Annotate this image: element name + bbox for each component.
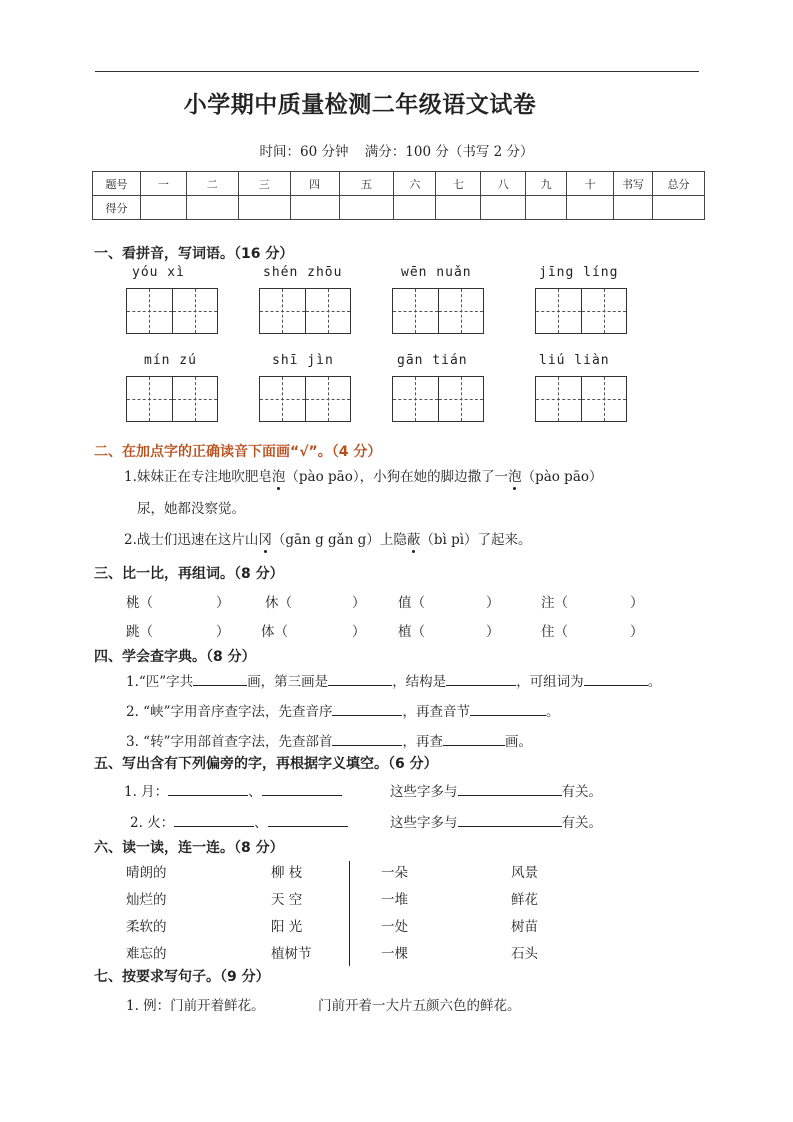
answer-blank[interactable] [446,674,516,686]
grid-cell[interactable] [127,377,172,421]
compare-close: ） [630,624,644,640]
question-text: （pào pāo） [521,469,603,485]
question-text: 1.妹妹正在专注地吹肥皂 [124,469,272,485]
question-text: ，再查 [402,734,443,750]
writing-grid[interactable] [535,376,627,422]
writing-grid[interactable] [259,288,351,334]
score-input-cell[interactable] [652,196,704,220]
grid-cell[interactable] [393,289,438,333]
answer-blank[interactable] [262,784,342,796]
exam-score: 满分：100 分（书写 2 分） [364,144,534,160]
question-text: 画，第三画是 [247,674,329,690]
score-header-cell: 四 [290,172,339,196]
pinyin-label: shī jìn [272,353,334,368]
grid-cell[interactable] [536,289,581,333]
compare-item: 值（ [398,595,425,611]
writing-grid[interactable] [535,288,627,334]
match-item[interactable]: 难忘的 [126,946,167,962]
score-input-cell[interactable] [394,196,436,220]
section-5-heading: 五、写出含有下列偏旁的字，再根据字义填空。（6 分） [94,756,438,772]
page-title: 小学期中质量检测二年级语文试卷 [183,92,537,118]
dotted-char: 蔽 [407,528,421,548]
question-text: 这些字多与 [390,815,458,831]
score-input-cell[interactable] [140,196,186,220]
score-input-cell[interactable] [436,196,481,220]
question-text: （bì pì）了起来。 [420,532,532,548]
compare-item: 住（ [541,624,568,640]
question-2-2 [124,528,532,548]
question-text: 有关。 [561,784,602,800]
grid-cell[interactable] [305,377,350,421]
match-item[interactable]: 一处 [381,919,408,935]
answer-blank[interactable] [193,674,247,686]
answer-blank[interactable] [458,784,562,796]
score-table [92,171,705,220]
compare-close: ） [486,595,500,611]
score-header-cell: 书写 [614,172,653,196]
grid-cell[interactable] [172,289,217,333]
answer-blank[interactable] [268,815,348,827]
question-text: 1.“匹”字共 [126,674,194,690]
question-5-2-tail [390,811,602,831]
grid-cell[interactable] [305,289,350,333]
section-2-heading: 二、在加点字的正确读音下面画“√”。（4 分） [94,444,382,460]
question-text: 1. 月： [124,784,169,800]
question-text: 画。 [504,734,532,750]
compare-close: ） [352,595,366,611]
answer-blank[interactable] [584,674,648,686]
match-item[interactable]: 阳 光 [271,919,303,935]
score-input-cell[interactable] [481,196,526,220]
compare-item: 注（ [541,595,568,611]
grid-cell[interactable] [127,289,172,333]
pinyin-label: liú liàn [539,353,610,368]
answer-blank[interactable] [174,815,254,827]
compare-close: ） [486,624,500,640]
score-header-cell: 题号 [93,172,141,196]
writing-grid[interactable] [392,376,484,422]
question-4-1 [126,670,661,690]
score-input-cell[interactable] [567,196,614,220]
match-item[interactable]: 灿烂的 [126,892,167,908]
score-input-cell[interactable] [614,196,653,220]
separator: 、 [254,815,268,831]
exam-info [0,140,793,160]
answer-blank[interactable] [328,674,392,686]
dotted-char: 泡 [272,465,286,485]
section-6-heading: 六、读一读，连一连。（8 分） [94,840,284,856]
question-text: （pào pāo），小狗在她的脚边撒了一 [285,469,509,485]
question-text: 2. “峡”字用音序查字法，先查音序 [126,704,333,720]
grid-cell[interactable] [393,377,438,421]
answer-blank[interactable] [470,704,546,716]
match-item[interactable]: 石头 [511,946,538,962]
compare-close: ） [630,595,644,611]
section-4-heading: 四、学会查字典。（8 分） [94,649,256,665]
score-input-cell[interactable] [526,196,567,220]
question-text: 2. 火： [130,815,175,831]
match-item[interactable]: 柔软的 [126,919,167,935]
section-3-heading: 三、比一比，再组词。（8 分） [94,566,284,582]
pinyin-label: mín zú [144,353,197,368]
score-input-cell[interactable] [238,196,290,220]
compare-item: 体（ [261,624,288,640]
dotted-char: 泡 [508,465,522,485]
score-header-cell: 六 [394,172,436,196]
score-header-row [93,172,705,196]
grid-cell[interactable] [438,377,483,421]
top-rule [95,71,699,72]
question-text: 这些字多与 [390,784,458,800]
match-item[interactable]: 天 空 [271,892,303,908]
grid-cell[interactable] [260,377,305,421]
grid-cell[interactable] [581,289,626,333]
pinyin-label: wēn nuǎn [401,265,472,280]
question-4-3 [126,730,532,750]
match-item[interactable]: 风景 [511,865,538,881]
answer-blank[interactable] [168,784,248,796]
match-item[interactable]: 一朵 [381,865,408,881]
score-header-cell: 九 [526,172,567,196]
score-header-cell: 一 [140,172,186,196]
pinyin-label: jīng líng [539,265,619,280]
compare-close: ） [216,624,230,640]
grid-cell[interactable] [172,377,217,421]
score-input-cell[interactable] [186,196,238,220]
score-header-cell: 八 [481,172,526,196]
score-value-row [93,196,705,220]
question-4-2 [126,700,559,720]
section-7-heading: 七、按要求写句子。（9 分） [94,969,270,985]
exam-time: 时间：60 分钟 [259,144,349,160]
dotted-char: 冈 [258,528,272,548]
example-sentence: 1. 例：门前开着鲜花。 [126,998,265,1014]
match-item[interactable]: 一堆 [381,892,408,908]
score-header-cell: 七 [436,172,481,196]
pinyin-label: yóu xì [132,265,185,280]
question-text: ，可组词为 [516,674,584,690]
question-5-1 [124,780,342,800]
compare-item: 植（ [398,624,425,640]
compare-close: ） [352,624,366,640]
grid-cell[interactable] [260,289,305,333]
question-text: 。 [647,674,662,690]
match-item[interactable]: 柳 枝 [271,865,303,881]
grid-cell[interactable] [438,289,483,333]
match-item[interactable]: 鲜花 [511,892,538,908]
score-header-cell: 二 [186,172,238,196]
score-row-label: 得分 [93,196,141,220]
question-text: 2.战士们迅速在这片山 [124,532,259,548]
grid-cell[interactable] [581,377,626,421]
grid-cell[interactable] [536,377,581,421]
match-item[interactable]: 植树节 [271,946,312,962]
match-item[interactable]: 一棵 [381,946,408,962]
question-text: 3. “转”字用部首查字法，先查部首 [126,734,333,750]
match-item[interactable]: 树苗 [511,919,538,935]
answer-blank[interactable] [458,815,562,827]
question-5-1-tail [390,780,602,800]
score-input-cell[interactable] [339,196,394,220]
question-text: ，结构是 [392,674,447,690]
match-item[interactable]: 晴朗的 [126,865,167,881]
pinyin-label: gān tián [397,353,468,368]
compare-item: 桃（ [126,595,153,611]
question-2-1 [124,465,603,485]
compare-close: ） [216,595,230,611]
writing-grid[interactable] [259,376,351,422]
score-input-cell[interactable] [290,196,339,220]
example-expanded: 门前开着一大片五颜六色的鲜花。 [318,998,521,1014]
answer-blank[interactable] [332,734,402,746]
score-header-cell: 三 [238,172,290,196]
writing-grid[interactable] [126,376,218,422]
column-divider [349,861,350,966]
compare-item: 休（ [265,595,292,611]
answer-blank[interactable] [332,704,402,716]
score-header-cell: 十 [567,172,614,196]
question-text: 有关。 [561,815,602,831]
question-5-2 [130,811,348,831]
score-header-cell: 总分 [652,172,704,196]
writing-grid[interactable] [392,288,484,334]
separator: 、 [248,784,262,800]
question-text: ，再查音节 [402,704,470,720]
writing-grid[interactable] [126,288,218,334]
answer-blank[interactable] [443,734,505,746]
section-1-heading: 一、看拼音，写词语。（16 分） [94,246,294,262]
question-2-1-cont: 尿，她都没察觉。 [137,501,245,517]
pinyin-label: shén zhōu [263,265,343,280]
compare-item: 跳（ [126,624,153,640]
question-text: 。 [545,704,560,720]
score-header-cell: 五 [339,172,394,196]
question-text: （gān g gǎn g）上隐 [271,532,407,548]
